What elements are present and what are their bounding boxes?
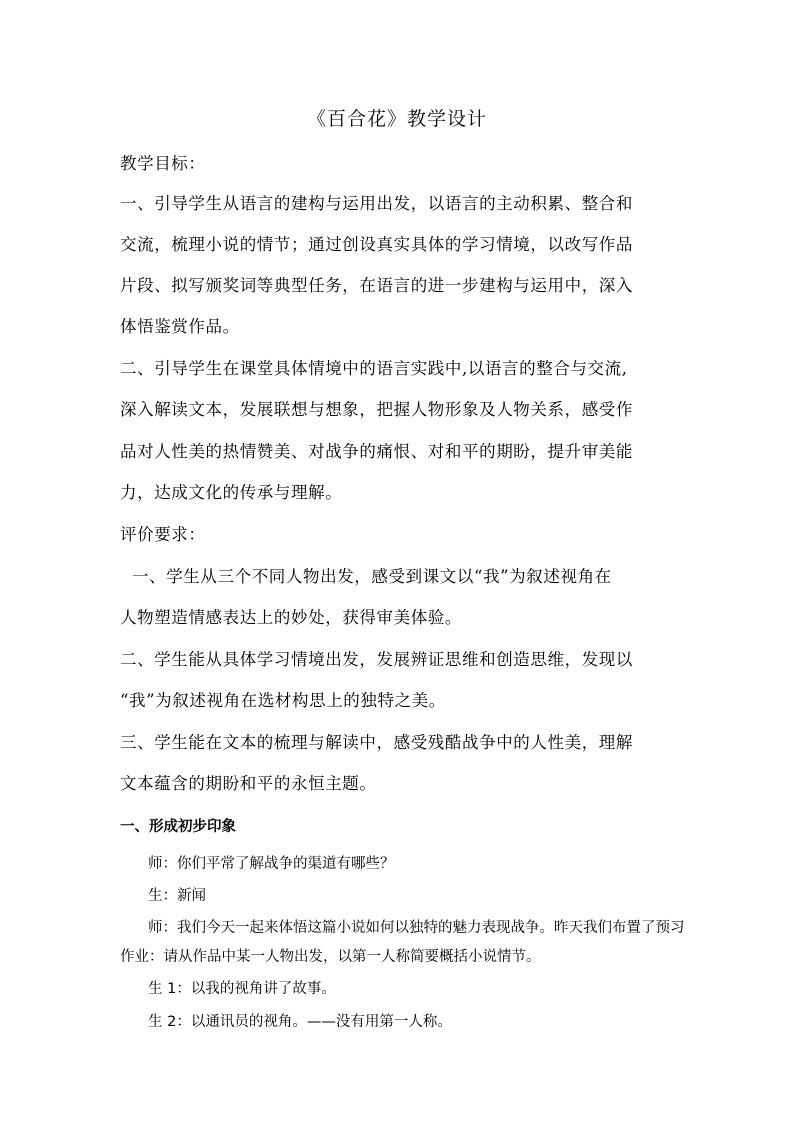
evaluation-heading: 评价要求： (120, 525, 206, 544)
dialogue-line: 师：我们今天一起来体悟这篇小说如何以独特的魅力表现战争。昨天我们布置了预习 (148, 920, 685, 936)
eval-1-line-1: 一、学生从三个不同人物出发，感受到课文以“我”为叙述视角在 (132, 567, 612, 586)
objective-1-line-2: 交流，梳理小说的情节；通过创设真实具体的学习情境，以改写作品 (120, 235, 633, 254)
section-1-heading: 一、形成初步印象 (120, 819, 236, 835)
dialogue-line: 生 2：以通讯员的视角。——没有用第一人称。 (148, 1014, 452, 1030)
objective-1-line-3: 片段、拟写颁奖词等典型任务，在语言的进一步建构与运用中，深入 (120, 276, 633, 295)
eval-1-line-2: 人物塑造情感表达上的妙处，获得审美体验。 (120, 608, 462, 627)
eval-2-line-2: “我”为叙述视角在选材构思上的独特之美。 (120, 691, 446, 710)
eval-2-line-1: 二、学生能从具体学习情境出发，发展辨证思维和创造思维，发现以 (120, 650, 633, 669)
dialogue-line: 师：你们平常了解战争的渠道有哪些？ (148, 856, 395, 872)
eval-3-line-2: 文本蕴含的期盼和平的永恒主题。 (120, 774, 377, 793)
dialogue-line: 作业：请从作品中某一人物出发，以第一人称简要概括小说情节。 (120, 949, 541, 965)
objectives-heading: 教学目标： (120, 154, 206, 173)
objective-2-line-4: 力，达成文化的传承与理解。 (120, 483, 343, 502)
dialogue-line: 生 1：以我的视角讲了故事。 (148, 981, 336, 997)
objective-2-line-2: 深入解读文本，发展联想与想象，把握人物形象及人物关系，感受作 (120, 400, 633, 419)
document-title: 《百合花》教学设计 (306, 108, 487, 130)
dialogue-line: 生：新闻 (148, 888, 206, 904)
objective-1-line-4: 体悟鉴赏作品。 (120, 317, 240, 336)
objective-1-line-1: 一、引导学生从语言的建构与运用出发，以语言的主动积累、整合和 (120, 194, 633, 213)
objective-2-line-3: 品对人性美的热情赞美、对战争的痛恨、对和平的期盼，提升审美能 (120, 442, 633, 461)
eval-3-line-1: 三、学生能在文本的梳理与解读中，感受残酷战争中的人性美，理解 (120, 733, 633, 752)
objective-2-line-1: 二、引导学生在课堂具体情境中的语言实践中,以语言的整合与交流, (120, 359, 628, 378)
